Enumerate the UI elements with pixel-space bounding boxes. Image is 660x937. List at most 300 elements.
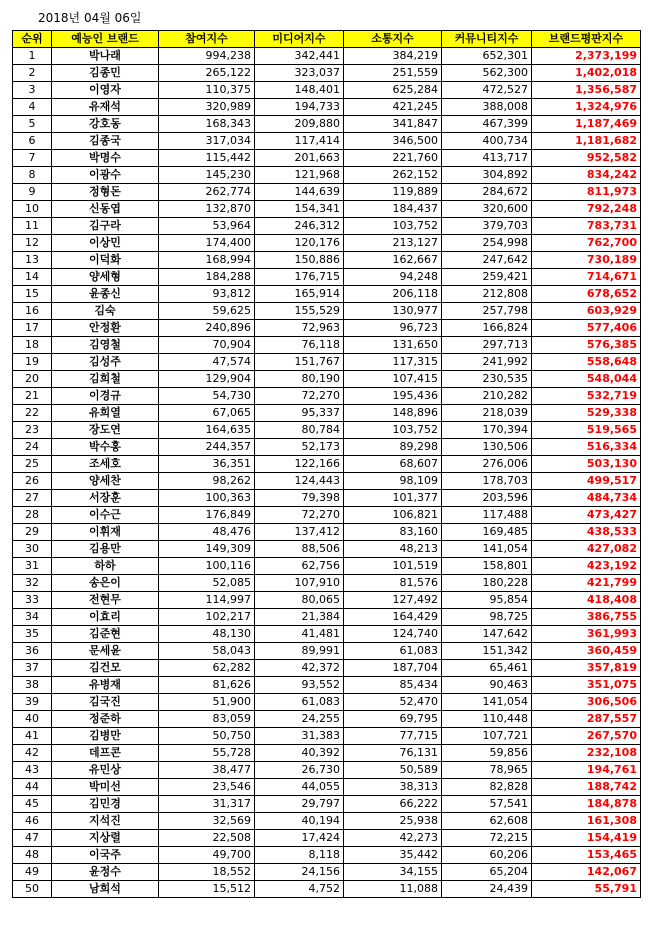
media-cell: 4,752 <box>255 881 344 898</box>
communication-cell: 103,752 <box>344 422 442 439</box>
community-cell: 472,527 <box>442 82 532 99</box>
media-cell: 72,270 <box>255 507 344 524</box>
media-cell: 246,312 <box>255 218 344 235</box>
name-cell: 이광수 <box>52 167 159 184</box>
participation-cell: 317,034 <box>159 133 255 150</box>
name-cell: 조세호 <box>52 456 159 473</box>
brand-index-cell: 499,517 <box>532 473 641 490</box>
rank-cell: 43 <box>13 762 52 779</box>
rank-cell: 20 <box>13 371 52 388</box>
rank-cell: 45 <box>13 796 52 813</box>
participation-cell: 52,085 <box>159 575 255 592</box>
rank-cell: 39 <box>13 694 52 711</box>
community-cell: 24,439 <box>442 881 532 898</box>
name-cell: 데프콘 <box>52 745 159 762</box>
community-cell: 257,798 <box>442 303 532 320</box>
participation-cell: 36,351 <box>159 456 255 473</box>
participation-cell: 15,512 <box>159 881 255 898</box>
media-cell: 8,118 <box>255 847 344 864</box>
table-row <box>13 252 641 269</box>
table-row <box>13 711 641 728</box>
table-row <box>13 762 641 779</box>
media-cell: 150,886 <box>255 252 344 269</box>
participation-cell: 83,059 <box>159 711 255 728</box>
brand-index-cell: 519,565 <box>532 422 641 439</box>
name-cell: 이국주 <box>52 847 159 864</box>
communication-cell: 213,127 <box>344 235 442 252</box>
table-row <box>13 82 641 99</box>
name-cell: 이상민 <box>52 235 159 252</box>
participation-cell: 54,730 <box>159 388 255 405</box>
table-row <box>13 728 641 745</box>
table-row <box>13 388 641 405</box>
name-cell: 윤종신 <box>52 286 159 303</box>
brand-index-cell: 267,570 <box>532 728 641 745</box>
brand-reputation-table <box>12 30 641 898</box>
community-cell: 180,228 <box>442 575 532 592</box>
participation-cell: 100,363 <box>159 490 255 507</box>
media-cell: 154,341 <box>255 201 344 218</box>
rank-cell: 22 <box>13 405 52 422</box>
brand-index-cell: 503,130 <box>532 456 641 473</box>
name-cell: 지석진 <box>52 813 159 830</box>
participation-cell: 115,442 <box>159 150 255 167</box>
table-row <box>13 626 641 643</box>
community-cell: 203,596 <box>442 490 532 507</box>
media-cell: 40,392 <box>255 745 344 762</box>
community-cell: 212,808 <box>442 286 532 303</box>
rank-cell: 30 <box>13 541 52 558</box>
table-row <box>13 881 641 898</box>
participation-cell: 129,904 <box>159 371 255 388</box>
communication-cell: 262,152 <box>344 167 442 184</box>
media-cell: 323,037 <box>255 65 344 82</box>
brand-index-cell: 386,755 <box>532 609 641 626</box>
participation-cell: 58,043 <box>159 643 255 660</box>
community-cell: 259,421 <box>442 269 532 286</box>
community-cell: 241,992 <box>442 354 532 371</box>
rank-cell: 11 <box>13 218 52 235</box>
media-cell: 107,910 <box>255 575 344 592</box>
participation-cell: 244,357 <box>159 439 255 456</box>
community-cell: 57,541 <box>442 796 532 813</box>
brand-index-cell: 1,324,976 <box>532 99 641 116</box>
communication-cell: 106,821 <box>344 507 442 524</box>
communication-cell: 98,109 <box>344 473 442 490</box>
communication-cell: 195,436 <box>344 388 442 405</box>
table-row <box>13 592 641 609</box>
communication-cell: 69,795 <box>344 711 442 728</box>
media-cell: 88,506 <box>255 541 344 558</box>
media-cell: 93,552 <box>255 677 344 694</box>
participation-cell: 176,849 <box>159 507 255 524</box>
community-cell: 562,300 <box>442 65 532 82</box>
table-row <box>13 167 641 184</box>
table-row <box>13 609 641 626</box>
community-cell: 169,485 <box>442 524 532 541</box>
rank-cell: 15 <box>13 286 52 303</box>
name-cell: 송은이 <box>52 575 159 592</box>
media-cell: 79,398 <box>255 490 344 507</box>
name-cell: 박명수 <box>52 150 159 167</box>
name-cell: 유재석 <box>52 99 159 116</box>
community-cell: 90,463 <box>442 677 532 694</box>
communication-cell: 384,219 <box>344 48 442 65</box>
media-cell: 21,384 <box>255 609 344 626</box>
media-cell: 31,383 <box>255 728 344 745</box>
rank-cell: 34 <box>13 609 52 626</box>
header-row <box>13 31 641 48</box>
media-cell: 80,190 <box>255 371 344 388</box>
rank-cell: 33 <box>13 592 52 609</box>
table-row <box>13 218 641 235</box>
media-cell: 40,194 <box>255 813 344 830</box>
table-row <box>13 796 641 813</box>
participation-cell: 320,989 <box>159 99 255 116</box>
brand-index-cell: 188,742 <box>532 779 641 796</box>
column-header-community-index: 커뮤니티지수 <box>442 31 532 48</box>
community-cell: 297,713 <box>442 337 532 354</box>
rank-cell: 40 <box>13 711 52 728</box>
participation-cell: 262,774 <box>159 184 255 201</box>
media-cell: 117,414 <box>255 133 344 150</box>
participation-cell: 114,997 <box>159 592 255 609</box>
community-cell: 210,282 <box>442 388 532 405</box>
column-header-participation-index: 참여지수 <box>159 31 255 48</box>
communication-cell: 131,650 <box>344 337 442 354</box>
rank-cell: 10 <box>13 201 52 218</box>
communication-cell: 101,377 <box>344 490 442 507</box>
communication-cell: 66,222 <box>344 796 442 813</box>
table-row <box>13 439 641 456</box>
rank-cell: 28 <box>13 507 52 524</box>
community-cell: 147,642 <box>442 626 532 643</box>
communication-cell: 68,607 <box>344 456 442 473</box>
media-cell: 52,173 <box>255 439 344 456</box>
media-cell: 76,118 <box>255 337 344 354</box>
community-cell: 379,703 <box>442 218 532 235</box>
table-row <box>13 558 641 575</box>
media-cell: 42,372 <box>255 660 344 677</box>
media-cell: 155,529 <box>255 303 344 320</box>
table-row <box>13 456 641 473</box>
communication-cell: 346,500 <box>344 133 442 150</box>
community-cell: 247,642 <box>442 252 532 269</box>
participation-cell: 62,282 <box>159 660 255 677</box>
table-row <box>13 779 641 796</box>
brand-index-cell: 730,189 <box>532 252 641 269</box>
rank-cell: 36 <box>13 643 52 660</box>
name-cell: 이경규 <box>52 388 159 405</box>
participation-cell: 49,700 <box>159 847 255 864</box>
name-cell: 김병만 <box>52 728 159 745</box>
media-cell: 61,083 <box>255 694 344 711</box>
community-cell: 652,301 <box>442 48 532 65</box>
media-cell: 26,730 <box>255 762 344 779</box>
communication-cell: 162,667 <box>344 252 442 269</box>
communication-cell: 148,896 <box>344 405 442 422</box>
community-cell: 413,717 <box>442 150 532 167</box>
table-row <box>13 65 641 82</box>
rank-cell: 26 <box>13 473 52 490</box>
rank-cell: 32 <box>13 575 52 592</box>
communication-cell: 130,977 <box>344 303 442 320</box>
brand-index-cell: 532,719 <box>532 388 641 405</box>
name-cell: 장도연 <box>52 422 159 439</box>
participation-cell: 48,130 <box>159 626 255 643</box>
communication-cell: 35,442 <box>344 847 442 864</box>
table-row <box>13 150 641 167</box>
community-cell: 62,608 <box>442 813 532 830</box>
rank-cell: 12 <box>13 235 52 252</box>
rank-cell: 7 <box>13 150 52 167</box>
brand-index-cell: 1,402,018 <box>532 65 641 82</box>
participation-cell: 50,750 <box>159 728 255 745</box>
brand-index-cell: 357,819 <box>532 660 641 677</box>
name-cell: 김구라 <box>52 218 159 235</box>
rank-cell: 2 <box>13 65 52 82</box>
communication-cell: 119,889 <box>344 184 442 201</box>
table-row <box>13 541 641 558</box>
media-cell: 17,424 <box>255 830 344 847</box>
communication-cell: 625,284 <box>344 82 442 99</box>
participation-cell: 145,230 <box>159 167 255 184</box>
media-cell: 24,255 <box>255 711 344 728</box>
brand-index-cell: 232,108 <box>532 745 641 762</box>
communication-cell: 341,847 <box>344 116 442 133</box>
table-row <box>13 184 641 201</box>
communication-cell: 251,559 <box>344 65 442 82</box>
communication-cell: 89,298 <box>344 439 442 456</box>
media-cell: 72,270 <box>255 388 344 405</box>
participation-cell: 22,508 <box>159 830 255 847</box>
name-cell: 박미선 <box>52 779 159 796</box>
name-cell: 김희철 <box>52 371 159 388</box>
rank-cell: 4 <box>13 99 52 116</box>
brand-index-cell: 792,248 <box>532 201 641 218</box>
name-cell: 이휘재 <box>52 524 159 541</box>
name-cell: 강호동 <box>52 116 159 133</box>
name-cell: 정형돈 <box>52 184 159 201</box>
communication-cell: 117,315 <box>344 354 442 371</box>
brand-index-cell: 577,406 <box>532 320 641 337</box>
rank-cell: 14 <box>13 269 52 286</box>
media-cell: 80,065 <box>255 592 344 609</box>
name-cell: 정준하 <box>52 711 159 728</box>
table-row <box>13 864 641 881</box>
communication-cell: 81,576 <box>344 575 442 592</box>
rank-cell: 17 <box>13 320 52 337</box>
brand-index-cell: 783,731 <box>532 218 641 235</box>
media-cell: 194,733 <box>255 99 344 116</box>
rank-cell: 49 <box>13 864 52 881</box>
date-label: 2018년 04월 06일 <box>38 11 142 25</box>
brand-index-cell: 306,506 <box>532 694 641 711</box>
rank-cell: 6 <box>13 133 52 150</box>
column-header-entertainer-brand: 예능인 브랜드 <box>52 31 159 48</box>
media-cell: 44,055 <box>255 779 344 796</box>
communication-cell: 42,273 <box>344 830 442 847</box>
table-row <box>13 694 641 711</box>
name-cell: 김종민 <box>52 65 159 82</box>
brand-index-cell: 516,334 <box>532 439 641 456</box>
brand-index-cell: 1,356,587 <box>532 82 641 99</box>
brand-index-cell: 576,385 <box>532 337 641 354</box>
community-cell: 178,703 <box>442 473 532 490</box>
table-row <box>13 643 641 660</box>
brand-index-cell: 438,533 <box>532 524 641 541</box>
communication-cell: 94,248 <box>344 269 442 286</box>
participation-cell: 32,569 <box>159 813 255 830</box>
table-row <box>13 48 641 65</box>
brand-index-cell: 834,242 <box>532 167 641 184</box>
table-row <box>13 320 641 337</box>
community-cell: 166,824 <box>442 320 532 337</box>
community-cell: 230,535 <box>442 371 532 388</box>
participation-cell: 164,635 <box>159 422 255 439</box>
name-cell: 문세윤 <box>52 643 159 660</box>
table-row <box>13 337 641 354</box>
brand-index-cell: 811,973 <box>532 184 641 201</box>
brand-index-cell: 1,187,469 <box>532 116 641 133</box>
community-cell: 117,488 <box>442 507 532 524</box>
participation-cell: 67,065 <box>159 405 255 422</box>
participation-cell: 174,400 <box>159 235 255 252</box>
name-cell: 지상렬 <box>52 830 159 847</box>
media-cell: 151,767 <box>255 354 344 371</box>
communication-cell: 11,088 <box>344 881 442 898</box>
table-row <box>13 303 641 320</box>
community-cell: 95,854 <box>442 592 532 609</box>
name-cell: 김종국 <box>52 133 159 150</box>
rank-cell: 23 <box>13 422 52 439</box>
brand-index-cell: 952,582 <box>532 150 641 167</box>
name-cell: 이수근 <box>52 507 159 524</box>
community-cell: 130,506 <box>442 439 532 456</box>
participation-cell: 81,626 <box>159 677 255 694</box>
participation-cell: 47,574 <box>159 354 255 371</box>
participation-cell: 168,994 <box>159 252 255 269</box>
community-cell: 158,801 <box>442 558 532 575</box>
table-row <box>13 575 641 592</box>
community-cell: 254,998 <box>442 235 532 252</box>
communication-cell: 50,589 <box>344 762 442 779</box>
media-cell: 62,756 <box>255 558 344 575</box>
media-cell: 29,797 <box>255 796 344 813</box>
participation-cell: 994,238 <box>159 48 255 65</box>
rank-cell: 21 <box>13 388 52 405</box>
community-cell: 98,725 <box>442 609 532 626</box>
brand-index-cell: 678,652 <box>532 286 641 303</box>
name-cell: 이덕화 <box>52 252 159 269</box>
communication-cell: 127,492 <box>344 592 442 609</box>
community-cell: 141,054 <box>442 541 532 558</box>
rank-cell: 18 <box>13 337 52 354</box>
table-row <box>13 745 641 762</box>
participation-cell: 149,309 <box>159 541 255 558</box>
media-cell: 41,481 <box>255 626 344 643</box>
participation-cell: 70,904 <box>159 337 255 354</box>
community-cell: 388,008 <box>442 99 532 116</box>
table-row <box>13 813 641 830</box>
brand-index-cell: 194,761 <box>532 762 641 779</box>
name-cell: 윤정수 <box>52 864 159 881</box>
table-row <box>13 830 641 847</box>
name-cell: 김준현 <box>52 626 159 643</box>
brand-index-cell: 418,408 <box>532 592 641 609</box>
community-cell: 78,965 <box>442 762 532 779</box>
column-header-communication-index: 소통지수 <box>344 31 442 48</box>
brand-index-cell: 161,308 <box>532 813 641 830</box>
rank-cell: 1 <box>13 48 52 65</box>
community-cell: 107,721 <box>442 728 532 745</box>
brand-index-cell: 361,993 <box>532 626 641 643</box>
rank-cell: 47 <box>13 830 52 847</box>
brand-index-cell: 154,419 <box>532 830 641 847</box>
name-cell: 유희열 <box>52 405 159 422</box>
name-cell: 박나래 <box>52 48 159 65</box>
rank-cell: 16 <box>13 303 52 320</box>
column-header-brand-reputation-index: 브랜드평판지수 <box>532 31 641 48</box>
community-cell: 276,006 <box>442 456 532 473</box>
brand-index-cell: 1,181,682 <box>532 133 641 150</box>
table-row <box>13 507 641 524</box>
name-cell: 안정환 <box>52 320 159 337</box>
rank-cell: 13 <box>13 252 52 269</box>
brand-index-cell: 153,465 <box>532 847 641 864</box>
brand-index-cell: 142,067 <box>532 864 641 881</box>
communication-cell: 184,437 <box>344 201 442 218</box>
brand-index-cell: 714,671 <box>532 269 641 286</box>
name-cell: 이영자 <box>52 82 159 99</box>
participation-cell: 23,546 <box>159 779 255 796</box>
communication-cell: 187,704 <box>344 660 442 677</box>
brand-index-cell: 184,878 <box>532 796 641 813</box>
communication-cell: 164,429 <box>344 609 442 626</box>
community-cell: 82,828 <box>442 779 532 796</box>
name-cell: 김성주 <box>52 354 159 371</box>
brand-index-cell: 427,082 <box>532 541 641 558</box>
name-cell: 김용만 <box>52 541 159 558</box>
table-row <box>13 405 641 422</box>
table-row <box>13 116 641 133</box>
name-cell: 남희석 <box>52 881 159 898</box>
rank-cell: 50 <box>13 881 52 898</box>
participation-cell: 51,900 <box>159 694 255 711</box>
participation-cell: 31,317 <box>159 796 255 813</box>
participation-cell: 55,728 <box>159 745 255 762</box>
rank-cell: 24 <box>13 439 52 456</box>
communication-cell: 206,118 <box>344 286 442 303</box>
rank-cell: 35 <box>13 626 52 643</box>
communication-cell: 48,213 <box>344 541 442 558</box>
communication-cell: 85,434 <box>344 677 442 694</box>
media-cell: 121,968 <box>255 167 344 184</box>
rank-cell: 42 <box>13 745 52 762</box>
participation-cell: 168,343 <box>159 116 255 133</box>
table-row <box>13 473 641 490</box>
table-row <box>13 354 641 371</box>
media-cell: 165,914 <box>255 286 344 303</box>
community-cell: 60,206 <box>442 847 532 864</box>
rank-cell: 27 <box>13 490 52 507</box>
rank-cell: 38 <box>13 677 52 694</box>
brand-index-cell: 603,929 <box>532 303 641 320</box>
communication-cell: 25,938 <box>344 813 442 830</box>
participation-cell: 53,964 <box>159 218 255 235</box>
communication-cell: 38,313 <box>344 779 442 796</box>
media-cell: 144,639 <box>255 184 344 201</box>
